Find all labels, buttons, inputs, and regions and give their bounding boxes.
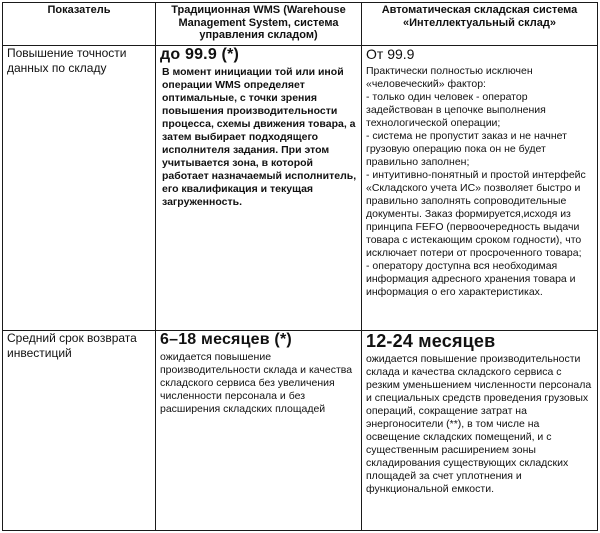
wms-cell: [156, 46, 362, 331]
header-smart-warehouse: Автоматическая складская система «Интеллектуальный склад»: [362, 3, 598, 46]
smart-line: - система не пропустит заказ и не начнет грузовую операцию пока он не будет правильно заполнен;: [366, 130, 567, 168]
smart-description: [366, 65, 593, 299]
smart-cell: [362, 331, 598, 531]
header-indicator: Показатель: [3, 3, 156, 46]
smart-line: Практически полностью исключен «человеческий» фактор:: [366, 65, 533, 90]
smart-cell: [362, 46, 598, 331]
indicator-cell: Средний срок возврата инвестиций: [3, 331, 156, 531]
table-row: [3, 46, 598, 331]
smart-line: - только один человек - оператор задействован в цепочке выполнения технологической операции;: [366, 91, 546, 129]
smart-line: - интуитивно-понятный и простой интерфейс «Складского учета ИС» позволяет быстро и правильно заполнять сопроводительные документы. Заказ формируется,исходя из принципа FEFO (первоочередность выдачи товара с истекающим сроком годности), что исключает потери от просроченного товара;: [366, 169, 586, 259]
smart-value: 12-24 месяцев: [366, 331, 496, 351]
wms-description: ожидается повышение производительности склада и качества складского сервиса без увеличения численности персонала и без расширения складских площадей: [160, 351, 353, 415]
comparison-table: [2, 2, 598, 531]
table-row: [3, 331, 598, 531]
smart-value: От 99.9: [366, 46, 415, 62]
wms-cell: [156, 331, 362, 531]
smart-description: ожидается повышение производительности склада и качества складского сервиса с резким уменьшением численности персонала и специальных средств проведения грузовых операций, сокращение затрат на энергоносители (**), в том числе на освещение складских помещений, и с существенным расширением зоны складирования существующих складских площадей за счет уплотнения и функциональной емкости.: [366, 353, 592, 495]
smart-line: - оператору доступна вся необходимая информация адресного хранения товара и информация о его характеристиках.: [366, 260, 576, 298]
wms-value: 6–18 месяцев (*): [160, 331, 292, 348]
header-wms: Традиционная WMS (Warehouse Management System, система управления складом): [156, 3, 362, 46]
table-header-row: [3, 3, 598, 46]
indicator-cell: Повышение точности данных по складу: [3, 46, 156, 331]
wms-description: В момент инициации той или иной операции WMS определяет оптимальные, с точки зрения повышения производительности процесса, схемы движения товара, а затем выбирает подходящего исполнителя задания. При этом учитывается зона, в которой работает назначаемый исполнитель, его квалификация и текущая загруженность.: [162, 66, 357, 208]
wms-value: до 99.9 (*): [160, 46, 240, 63]
